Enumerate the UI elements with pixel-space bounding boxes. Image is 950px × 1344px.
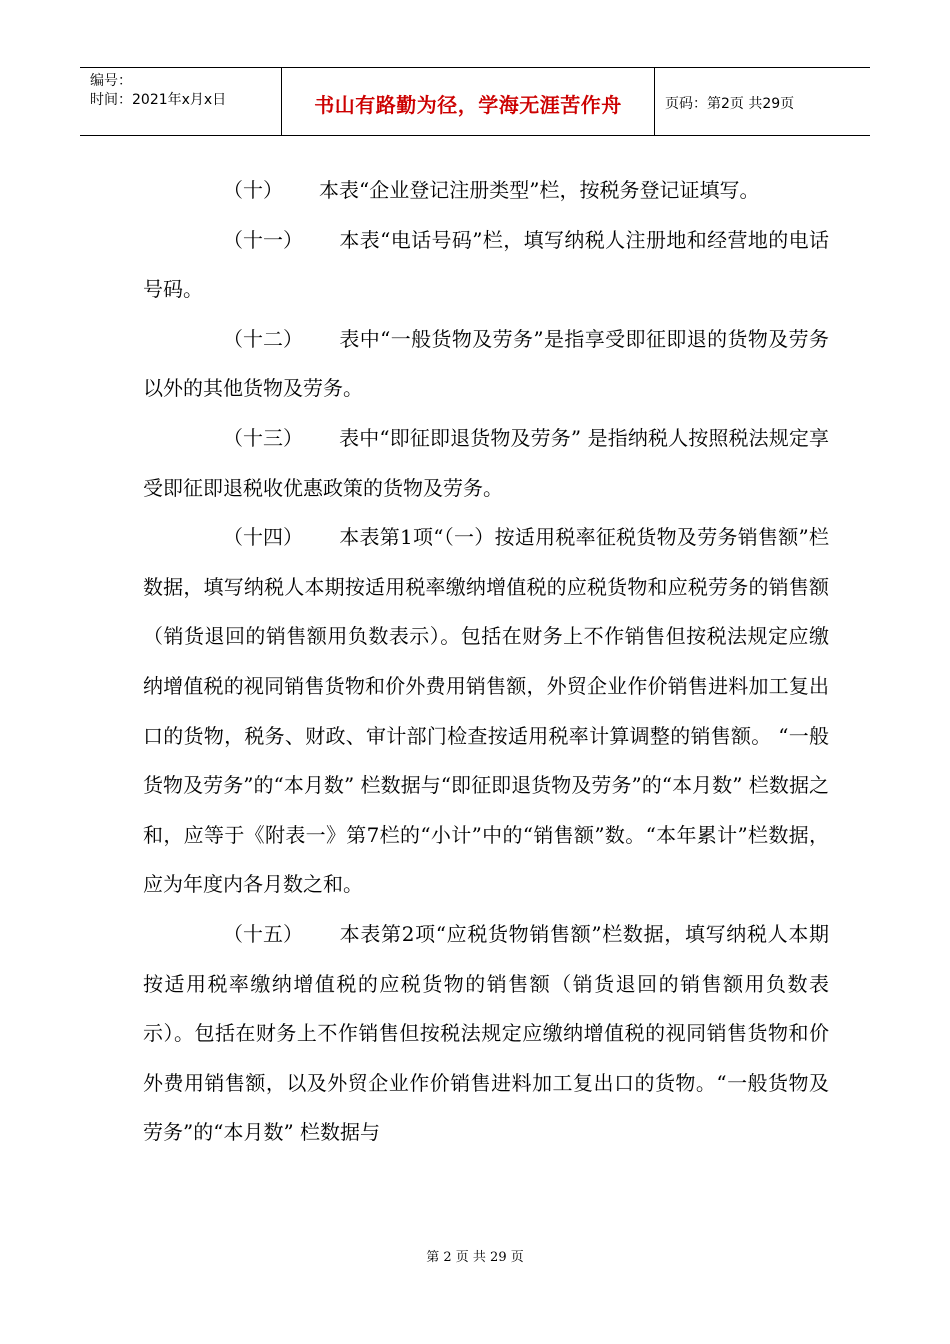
paragraph-15 <box>143 910 829 1158</box>
paragraph-13 <box>143 414 829 513</box>
paragraph-number: （十三） <box>223 425 303 450</box>
document-body <box>143 166 829 1158</box>
header-left-cell <box>80 68 282 135</box>
page-header <box>80 67 870 136</box>
paragraph-12 <box>143 315 829 414</box>
header-motto: 书山有路勤为径，学海无涯苦作舟 <box>314 93 622 117</box>
paragraph-text: 表中“一般货物及劳务”是指享受即征即退的货物及劳务以外的其他货物及劳务。 <box>143 326 829 401</box>
footer-page-number: 第 2 页 共 29 页 <box>426 1250 524 1265</box>
paragraph-number: （十二） <box>223 326 303 351</box>
serial-label: 编号： <box>90 73 132 89</box>
paragraph-text: 本表“企业登记注册类型”栏，按税务登记证填写。 <box>319 178 760 202</box>
paragraph-number: （十五） <box>223 921 303 946</box>
paragraph-number: （十四） <box>223 525 303 550</box>
header-motto-cell <box>282 68 655 135</box>
paragraph-text: 本表“电话号码”栏，填写纳税人注册地和经营地的电话号码。 <box>143 227 829 302</box>
time-label: 时间：2021年x月x日 <box>90 92 227 108</box>
page-footer <box>0 1246 950 1265</box>
header-page-cell <box>655 68 870 135</box>
header-page-info: 页码：第2页 共29页 <box>665 95 795 112</box>
paragraph-14 <box>143 513 829 910</box>
paragraph-number: （十） <box>223 178 283 202</box>
paragraph-text: 本表第1项“（一）按适用税率征税货物及劳务销售额”栏数据，填写纳税人本期按适用税率缴纳增值税的应税货物和应税劳务的销售额（销货退回的销售额用负数表示）。包括在财务上不作销售但按税法规定应缴纳增值税的视同销售货物和价外费用销售额，外贸企业作价销售进料加工复出口的货物，税务、财政、审计部门检查按适用税率计算调整的销售额。 “一般货物及劳务”的“本月数” 栏数据与“即征即退货物及劳务”的“本月数” 栏数据之和，应等于《附表一》第7栏的“小计”中的“销售额”数。“本年累计”栏数据，应为年度内各月数之和。 <box>143 525 829 897</box>
paragraph-number: （十一） <box>223 227 303 252</box>
paragraph-10 <box>143 166 829 216</box>
paragraph-text: 表中“即征即退货物及劳务” 是指纳税人按照税法规定享受即征即退税收优惠政策的货物及劳务。 <box>143 425 829 500</box>
paragraph-text: 本表第2项“应税货物销售额”栏数据，填写纳税人本期按适用税率缴纳增值税的应税货物的销售额（销货退回的销售额用负数表示）。包括在财务上不作销售但按税法规定应缴纳增值税的视同销售货物和价外费用销售额，以及外贸企业作价销售进料加工复出口的货物。“一般货物及劳务”的“本月数” 栏数据与 <box>143 921 829 1145</box>
paragraph-11 <box>143 216 829 315</box>
